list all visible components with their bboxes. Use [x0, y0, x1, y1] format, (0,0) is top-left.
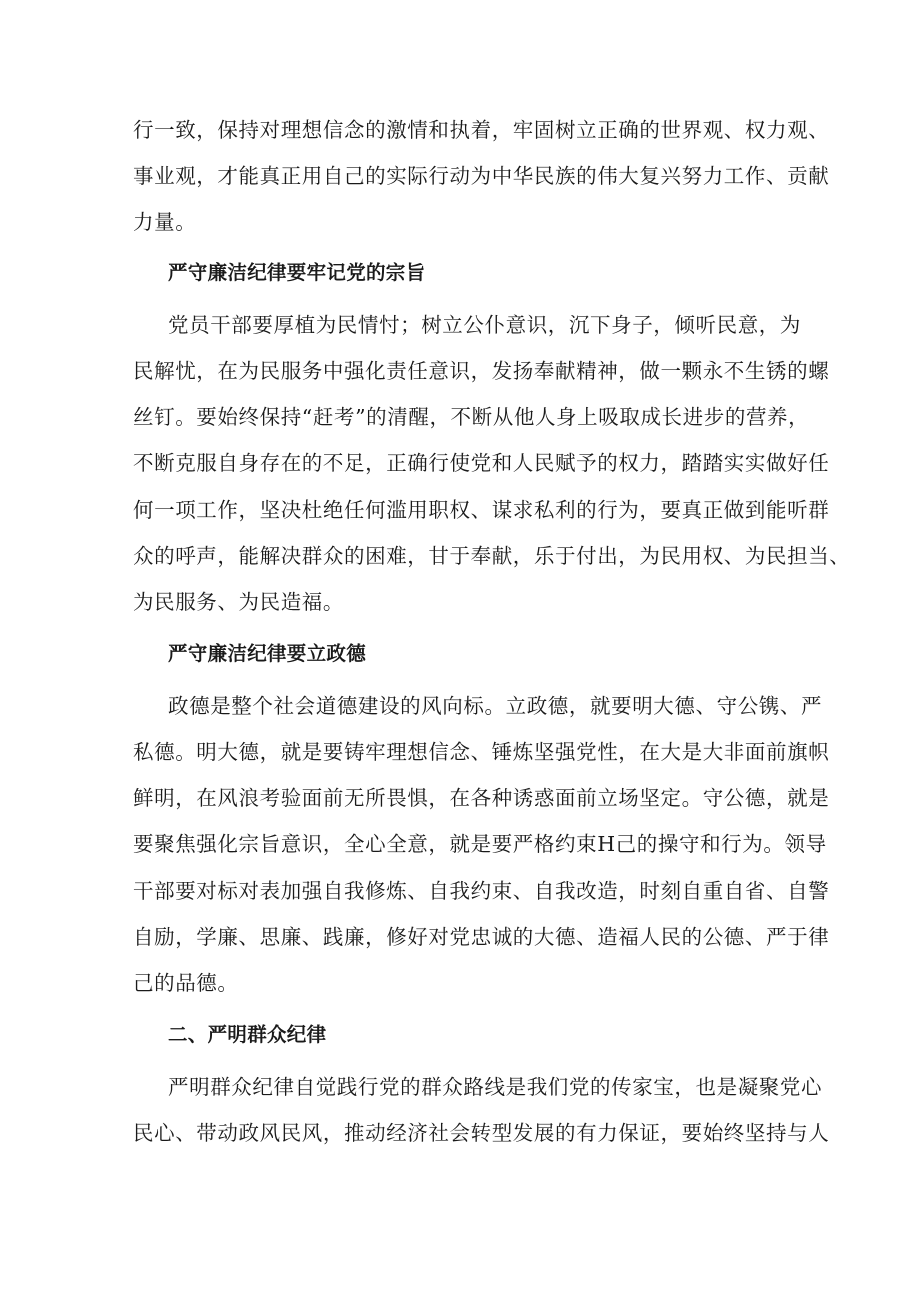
- paragraph-line: 为民服务、为民造福。: [133, 590, 344, 614]
- paragraph-line: 严明群众纪律自觉践行党的群众路线是我们党的传家宝，也是凝聚党心: [168, 1075, 823, 1099]
- paragraph-line: 行一致，保持对理想信念的激情和执着，牢固树立正确的世界观、权力观、: [133, 118, 830, 142]
- paragraph-line: 自励，学廉、思廉、践廉，修好对党忠诚的大德、造福人民的公德、严于律: [133, 925, 830, 949]
- section-heading: 严守廉洁纪律要牢记党的宗旨: [168, 261, 426, 284]
- paragraph-line: 干部要对标对表加强自我修炼、自我约束、自我改造，时刻自重自省、自警: [133, 879, 830, 903]
- paragraph-line: 众的呼声，能解决群众的困难，甘于奉献，乐于付出，为民用权、为民担当、: [133, 544, 851, 568]
- paragraph-line: 鲜明，在风浪考验面前无所畏惧，在各种诱惑面前立场坚定。守公德，就是: [133, 786, 830, 810]
- section-heading: 严守廉洁纪律要立政德: [168, 642, 367, 665]
- paragraph-line: 己的品德。: [133, 971, 239, 995]
- paragraph-line: 党员干部要厚植为民情忖；树立公仆意识，沉下身子，倾听民意，为: [168, 313, 801, 337]
- paragraph-line: 政德是整个社会道德建设的风向标。立政德，就要明大德、守公镌、严: [168, 694, 823, 718]
- paragraph-line: 要聚焦强化宗旨意识，全心全意，就是要严格约束H己的操守和行为。领导: [133, 832, 827, 856]
- paragraph-line: 丝钉。要始终保持“赶考”的清醒，不断从他人身上吸取成长进步的营养，: [133, 405, 810, 429]
- paragraph-line: 私德。明大德，就是要铸牢理想信念、锤炼坚强党性，在大是大非面前旗帜: [133, 740, 830, 764]
- paragraph-line: 民解忧，在为民服务中强化责任意识，发扬奉献精神，做一颗永不生锈的螺: [133, 359, 830, 383]
- paragraph-line: 事业观，才能真正用自己的实际行动为中华民族的伟大复兴努力工作、贡献: [133, 164, 830, 188]
- paragraph-line: 不断克服自身存在的不足，正确行使党和人民赋予的权力，踏踏实实做好任: [133, 451, 830, 475]
- paragraph-line: 民心、带动政风民风，推动经济社会转型发展的有力保证，要始终坚持与人: [133, 1121, 830, 1145]
- paragraph-line: 何一项工作，坚决杜绝任何滥用职权、谋求私利的行为，要真正做到能听群: [133, 498, 830, 522]
- section-heading: 二、严明群众纪律: [168, 1023, 327, 1046]
- paragraph-line: 力量。: [133, 210, 197, 234]
